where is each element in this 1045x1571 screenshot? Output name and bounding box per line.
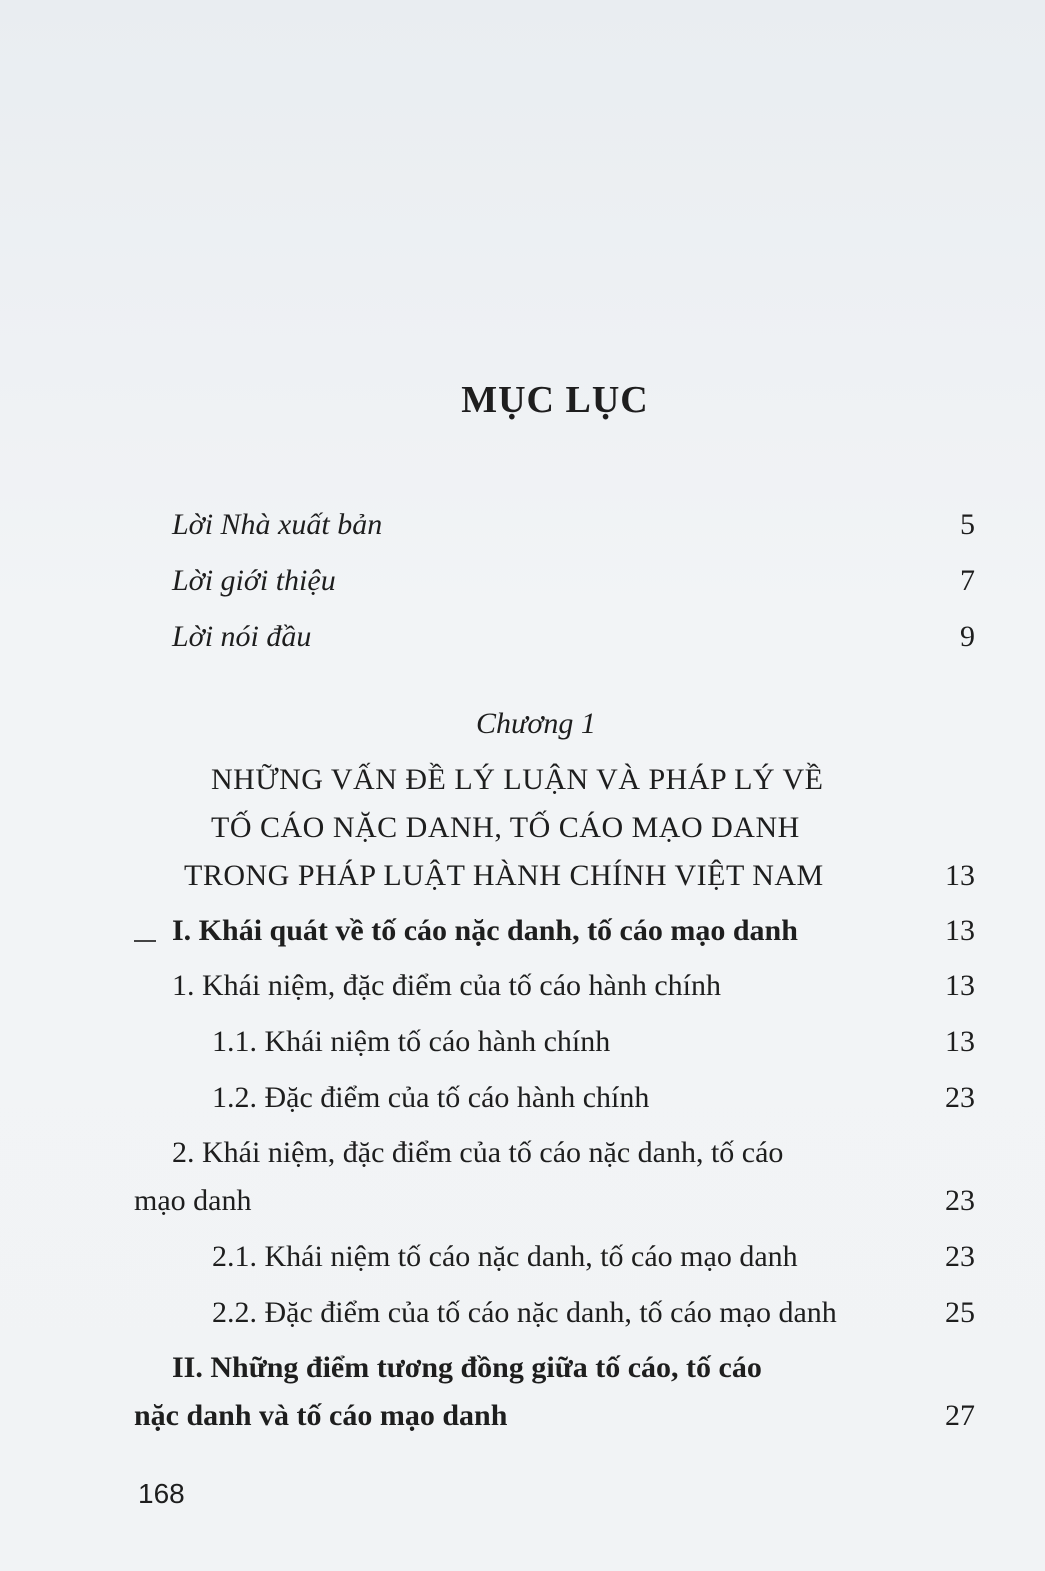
toc-front-label-2: Lời giới thiệu [172, 564, 336, 597]
toc-entry-4-page: 23 [945, 1081, 975, 1114]
toc-front-label-1: Lời Nhà xuất bản [172, 508, 383, 541]
toc-entry-1: I. Khái quát về tố cáo nặc danh, tố cáo mạo danh [172, 914, 798, 947]
toc-front-label-3: Lời nói đầu [172, 620, 312, 653]
toc-entry-1-page: 13 [945, 914, 975, 947]
toc-entry-8-line-2: nặc danh và tố cáo mạo danh [134, 1399, 508, 1432]
toc-entry-7-page: 25 [945, 1296, 975, 1329]
toc-entry-5-page: 23 [945, 1184, 975, 1217]
chapter-page: 13 [945, 859, 975, 892]
toc-entry-5-line-1: 2. Khái niệm, đặc điểm của tố cáo nặc danh, tố cáo [172, 1136, 784, 1169]
chapter-title-line-2: TỐ CÁO NẶC DANH, TỐ CÁO MẠO DANH [211, 811, 800, 844]
toc-entry-2-page: 13 [945, 969, 975, 1002]
toc-entry-8-page: 27 [945, 1399, 975, 1432]
toc-front-page-1: 5 [960, 508, 975, 541]
page-number: 168 [138, 1478, 185, 1509]
toc-entry-2: 1. Khái niệm, đặc điểm của tố cáo hành chính [172, 969, 721, 1002]
chapter-label: Chương 1 [476, 707, 596, 740]
toc-entry-7: 2.2. Đặc điểm của tố cáo nặc danh, tố cáo mạo danh [212, 1296, 837, 1329]
toc-front-page-2: 7 [960, 564, 975, 597]
toc-front-page-3: 9 [960, 620, 975, 653]
page-title: MỤC LỤC [461, 379, 649, 421]
toc-entry-3: 1.1. Khái niệm tố cáo hành chính [212, 1025, 611, 1058]
toc-entry-4: 1.2. Đặc điểm của tố cáo hành chính [212, 1081, 650, 1114]
toc-entry-6-page: 23 [945, 1240, 975, 1273]
chapter-title-line-3: TRONG PHÁP LUẬT HÀNH CHÍNH VIỆT NAM [184, 859, 824, 892]
toc-entry-5-line-2: mạo danh [134, 1184, 252, 1217]
pen-mark [134, 940, 156, 942]
toc-entry-6: 2.1. Khái niệm tố cáo nặc danh, tố cáo mạo danh [212, 1240, 798, 1273]
chapter-title-line-1: NHỮNG VẤN ĐỀ LÝ LUẬN VÀ PHÁP LÝ VỀ [211, 763, 824, 796]
toc-entry-8-line-1: II. Những điểm tương đồng giữa tố cáo, tố cáo [172, 1351, 762, 1384]
toc-entry-3-page: 13 [945, 1025, 975, 1058]
